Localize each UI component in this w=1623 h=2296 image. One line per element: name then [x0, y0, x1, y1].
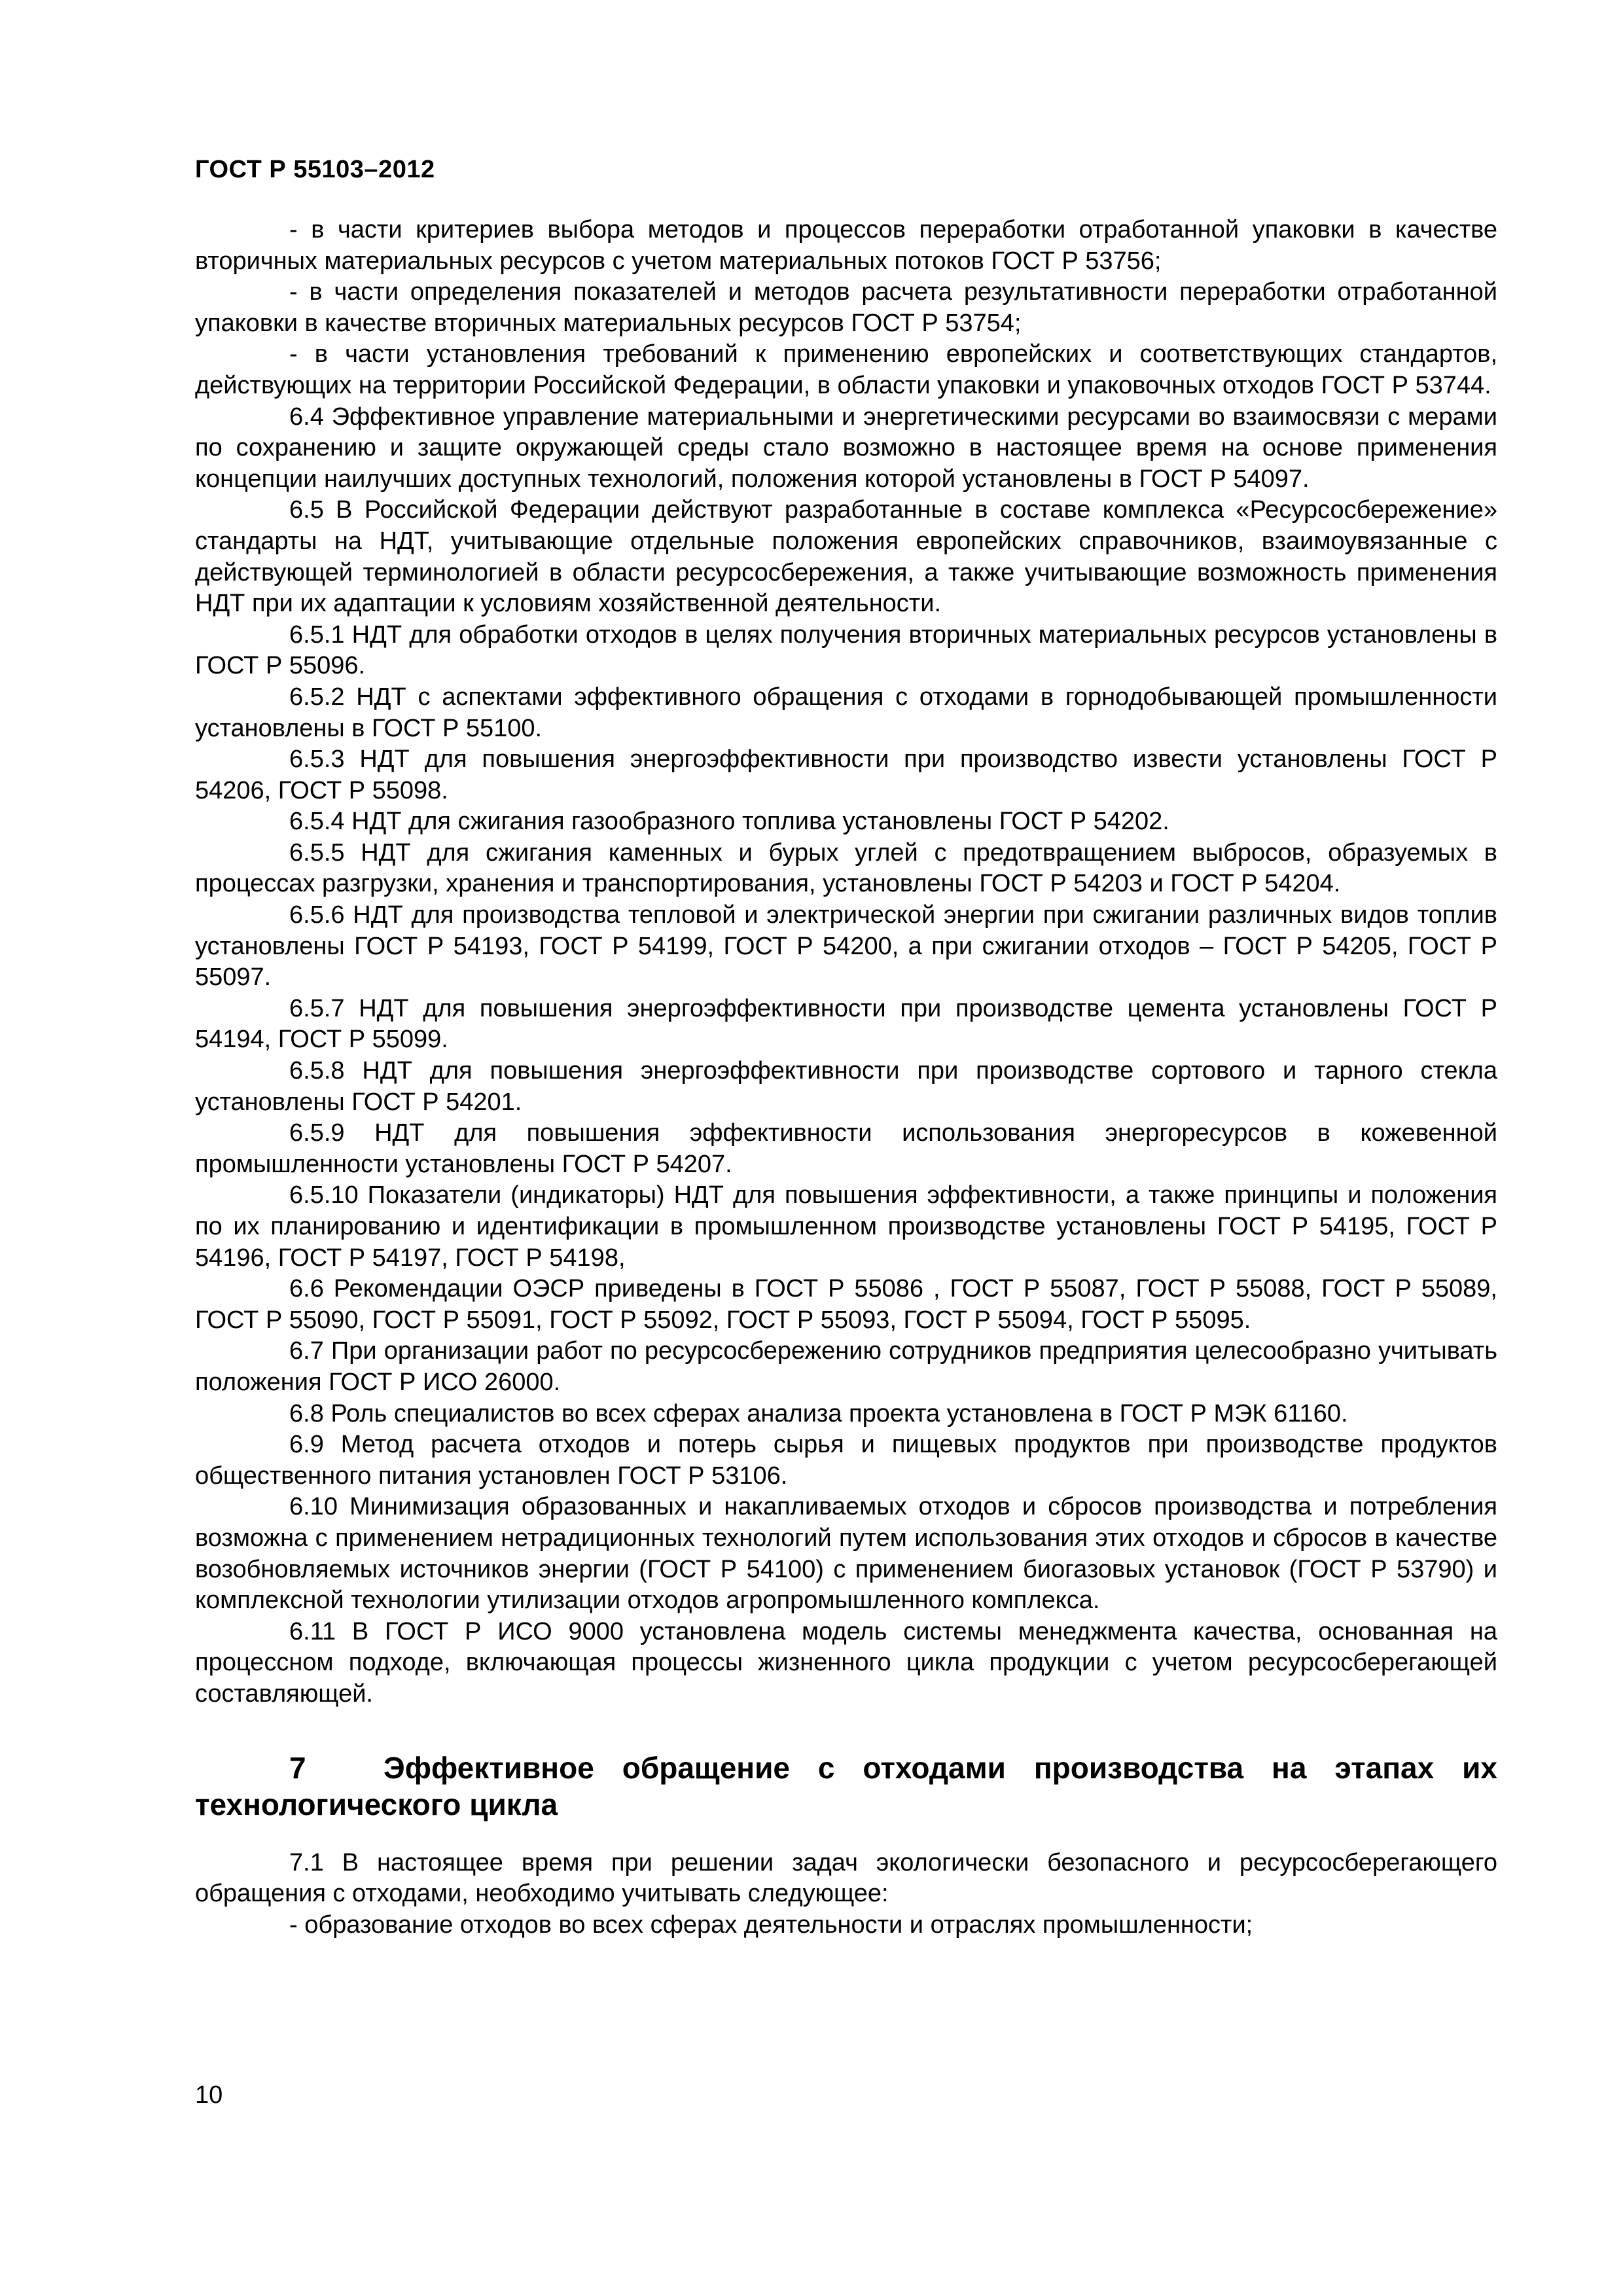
paragraph: 6.5.3 НДТ для повышения энергоэффективности при производство извести установлены ГОСТ Р 54206, ГОСТ Р 55098.: [195, 745, 1497, 804]
paragraph: 6.7 При организации работ по ресурсосбережению сотрудников предприятия целесообразно учитывать положения ГОСТ Р ИСО 26000.: [195, 1337, 1497, 1396]
section-heading: [195, 1749, 1497, 1823]
paragraph: - в части установления требований к применению европейских и соответствующих стандартов, действующих на территории Российской Федерации, в области упаковки и упаковочных отходов ГОСТ Р 53744.: [195, 340, 1497, 399]
paragraph: - в части определения показателей и методов расчета результативности переработки отработанной упаковки в качестве вторичных материальных ресурсов ГОСТ Р 53754;: [195, 278, 1497, 337]
paragraph: - образование отходов во всех сферах деятельности и отраслях промышленности;: [289, 1910, 1253, 1939]
document-header: ГОСТ Р 55103–2012: [195, 156, 435, 183]
paragraph: 6.4 Эффективное управление материальными и энергетическими ресурсами во взаимосвязи с мерами по сохранению и защите окружающей среды стало возможно в настоящее время на основе применения концепции наилучших доступных технологий, положения которой установлены в ГОСТ Р 54097.: [195, 403, 1497, 493]
paragraph: 6.5.4 НДТ для сжигания газообразного топлива установлены ГОСТ Р 54202.: [289, 808, 1169, 836]
paragraph: 6.5 В Российской Федерации действуют разработанные в составе комплекса «Ресурсосбережение» стандарты на НДТ, учитывающие отдельные положения европейских справочников, взаимоувязанные с действующей терминологией в области ресурсосбережения, а также учитывающие возможность применения НДТ при их адаптации к условиям хозяйственной деятельности.: [195, 496, 1497, 618]
section-title: Эффективное обращение с отходами производства на этапах их технологического цикла: [195, 1750, 1497, 1821]
paragraph: 6.10 Минимизация образованных и накапливаемых отходов и сбросов производства и потребления возможна с применением нетрадиционных технологий путем использования этих отходов и сбросов в качестве возобновляемых источников энергии (ГОСТ Р 54100) с применением биогазовых установок (ГОСТ Р 53790) и комплексной технологии утилизации отходов агропромышленного комплекса.: [195, 1493, 1497, 1615]
paragraph: 6.5.2 НДТ с аспектами эффективного обращения с отходами в горнодобывающей промышленности установлены в ГОСТ Р 55100.: [195, 683, 1497, 742]
paragraph: 6.5.10 Показатели (индикаторы) НДТ для повышения эффективности, а также принципы и положения по их планированию и идентификации в промышленном производстве установлены ГОСТ Р 54195, ГОСТ Р 54196, ГОСТ Р 54197, ГОСТ Р 54198,: [195, 1181, 1497, 1272]
page-number: 10: [195, 2081, 223, 2109]
paragraph: 6.5.6 НДТ для производства тепловой и электрической энергии при сжигании различных видов топлив установлены ГОСТ Р 54193, ГОСТ Р 54199, ГОСТ Р 54200, а при сжигании отходов – ГОСТ Р 54205, ГОСТ Р 55097.: [195, 901, 1497, 992]
paragraph: 6.11 В ГОСТ Р ИСО 9000 установлена модель системы менеджмента качества, основанная на процессном подходе, включающая процессы жизненного цикла продукции с учетом ресурсосберегающей составляющей.: [195, 1617, 1497, 1708]
paragraph: 6.5.1 НДТ для обработки отходов в целях получения вторичных материальных ресурсов установлены в ГОСТ Р 55096.: [195, 620, 1497, 680]
paragraph: 6.9 Метод расчета отходов и потерь сырья и пищевых продуктов при производстве продуктов общественного питания установлен ГОСТ Р 53106.: [195, 1431, 1497, 1490]
paragraph: 6.5.8 НДТ для повышения энергоэффективности при производстве сортового и тарного стекла установлены ГОСТ Р 54201.: [195, 1057, 1497, 1116]
paragraph: 6.5.5 НДТ для сжигания каменных и бурых углей с предотвращением выбросов, образуемых в процессах разгрузки, хранения и транспортирования, установлены ГОСТ Р 54203 и ГОСТ Р 54204.: [195, 838, 1497, 898]
section-number: 7: [289, 1750, 306, 1785]
paragraph: 6.6 Рекомендации ОЭСР приведены в ГОСТ Р 55086 , ГОСТ Р 55087, ГОСТ Р 55088, ГОСТ Р 55089, ГОСТ Р 55090, ГОСТ Р 55091, ГОСТ Р 55092, ГОСТ Р 55093, ГОСТ Р 55094, ГОСТ Р 55095.: [195, 1275, 1497, 1334]
paragraph: 6.5.9 НДТ для повышения эффективности использования энергоресурсов в кожевенной промышленности установлены ГОСТ Р 54207.: [195, 1119, 1497, 1178]
paragraph: 6.5.7 НДТ для повышения энергоэффективности при производстве цемента установлены ГОСТ Р 54194, ГОСТ Р 55099.: [195, 994, 1497, 1054]
paragraph: 6.8 Роль специалистов во всех сферах анализа проекта установлена в ГОСТ Р МЭК 61160.: [289, 1399, 1348, 1427]
document-body: [195, 215, 1497, 1941]
paragraph: - в части критериев выбора методов и процессов переработки отработанной упаковки в качестве вторичных материальных ресурсов с учетом материальных потоков ГОСТ Р 53756;: [195, 216, 1497, 275]
paragraph: 7.1 В настоящее время при решении задач экологически безопасного и ресурсосберегающего обращения с отходами, необходимо учитывать следующее:: [195, 1848, 1497, 1908]
